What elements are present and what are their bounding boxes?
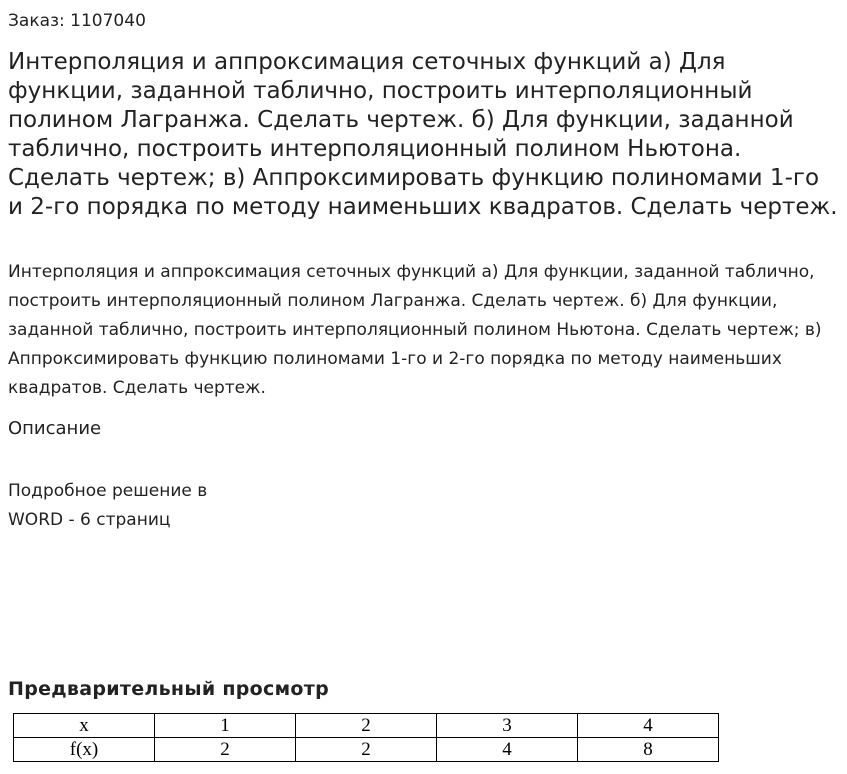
table-row: [14, 738, 719, 762]
table-cell: 2: [155, 738, 296, 762]
task-summary: Интерполяция и аппроксимация сеточных функций а) Для функции, заданной таблично, построить интерполяционный полином Лагранжа. Сделать чертеж. б) Для функции, заданной таблично, построить интерполяционный полином Ньютона. Сделать чертеж; в) Аппроксимировать функцию полиномами 1-го и 2-го порядка по методу наименьших квадратов. Сделать чертеж.: [8, 262, 822, 398]
table-cell: 2: [296, 714, 437, 738]
table-cell: 1: [155, 714, 296, 738]
table-cell: 2: [296, 738, 437, 762]
description-heading: Описание: [8, 418, 102, 439]
table-cell: f(x): [14, 738, 155, 762]
table-cell: 4: [437, 738, 578, 762]
description-text: Подробное решение в WORD - 6 страниц: [8, 481, 208, 530]
preview-table: [13, 713, 719, 762]
table-cell: 4: [578, 714, 719, 738]
table-cell: x: [14, 714, 155, 738]
order-number: Заказ: 1107040: [8, 11, 146, 31]
table-cell: 3: [437, 714, 578, 738]
preview-heading: Предварительный просмотр: [8, 678, 329, 700]
table-row: [14, 714, 719, 738]
table-cell: 8: [578, 738, 719, 762]
page-title: Интерполяция и аппроксимация сеточных функций а) Для функции, заданной таблично, построить интерполяционный полином Лагранжа. Сделать чертеж. б) Для функции, заданной таблично, построить интерполяционный полином Ньютона. Сделать чертеж; в) Аппроксимировать функцию полиномами 1-го и 2-го порядка по методу наименьших квадратов. Сделать чертеж.: [8, 49, 838, 220]
